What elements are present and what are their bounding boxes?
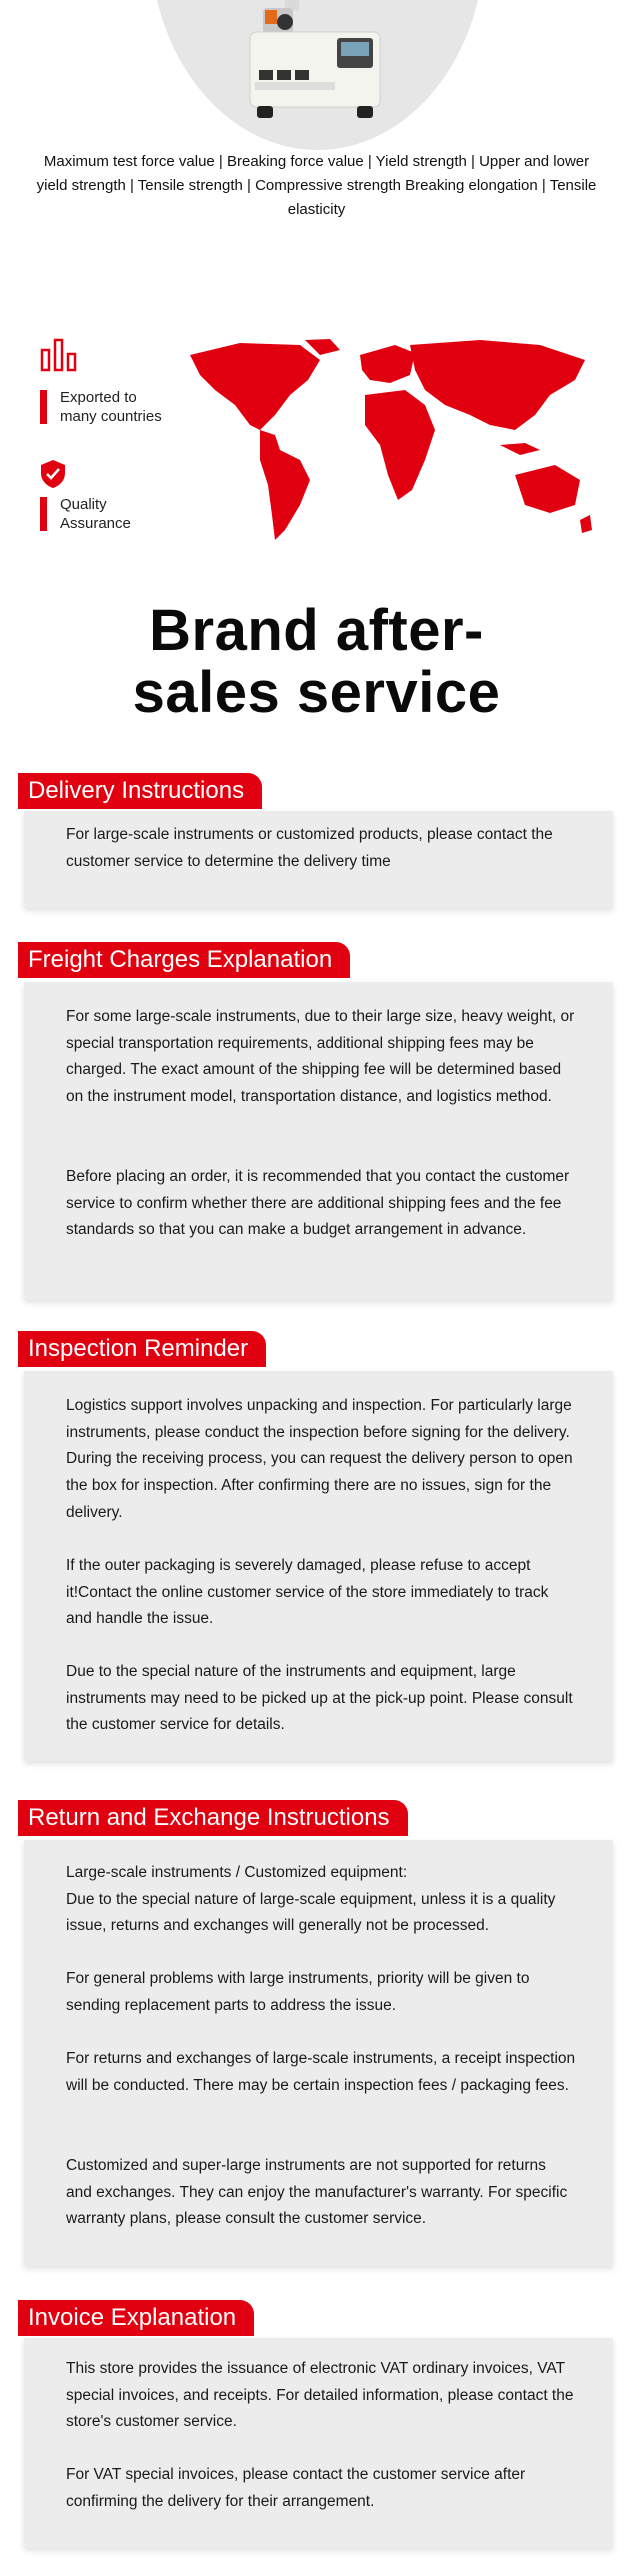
section-title: Freight Charges Explanation [18, 942, 350, 978]
section-panel [24, 811, 613, 908]
section-paragraph: For VAT special invoices, please contact the customer service after confirming the delivery for their arrangement. [66, 2466, 526, 2510]
section-title: Invoice Explanation [18, 2300, 254, 2336]
section-paragraph: This store provides the issuance of electronic VAT ordinary invoices, VAT special invoices, and receipts. For detailed information, please contact the store's customer service. [66, 2360, 574, 2431]
product-hero [0, 0, 633, 240]
section-invoice [18, 2300, 613, 2548]
section-paragraph: Large-scale instruments / Customized equipment: Due to the special nature of large-scale equipment, unless it is a quality issue, returns and exchanges will generally not be processed. [66, 1864, 556, 1935]
section-paragraph: Due to the special nature of the instruments and equipment, large instruments may need to be picked up at the pick-up point. Please consult the customer service for details. [66, 1663, 573, 1734]
section-paragraph: For some large-scale instruments, due to their large size, heavy weight, or special transportation requirements, additional shipping fees may be charged. The exact amount of the shipping fee will be determined based on the instrument model, transportation distance, and logistics method. [66, 1008, 575, 1106]
section-title: Delivery Instructions [18, 773, 262, 809]
section-panel [24, 1840, 613, 2266]
section-paragraph: For general problems with large instruments, priority will be given to sending replacement parts to address the issue. [66, 1970, 530, 2014]
shield-check-icon [40, 459, 66, 489]
section-title: Inspection Reminder [18, 1331, 266, 1367]
section-paragraph: If the outer packaging is severely damaged, please refuse to accept it!Contact the online customer service of the store immediately to track and handle the issue. [66, 1557, 549, 1628]
world-map-image [180, 335, 600, 545]
section-return-exchange [18, 1800, 613, 2266]
section-panel [24, 982, 613, 1300]
test-parameters-text: Maximum test force value | Breaking force value | Yield strength | Upper and lower yield strength | Tensile strength | Compressive strength Breaking elongation | Tensile elasticity [36, 153, 597, 218]
bar-chart-icon [40, 338, 80, 372]
export-map-section [0, 330, 633, 550]
section-panel [24, 2338, 613, 2548]
section-inspection [18, 1331, 613, 1761]
section-delivery [18, 773, 613, 908]
feature-accent-bar [40, 390, 47, 424]
testing-machine-image [245, 0, 385, 120]
section-paragraph: Before placing an order, it is recommended that you contact the customer service to confirm whether there are additional shipping fees and the fee standards so that you can make a budget arrangement in advance. [66, 1168, 570, 1239]
section-paragraph: For large-scale instruments or customized products, please contact the customer service to determine the delivery time [66, 826, 553, 870]
feature-label-exported: Exported to many countries [60, 389, 162, 425]
brand-title: Brand after- sales service [132, 598, 501, 725]
section-panel [24, 1371, 613, 1761]
section-title: Return and Exchange Instructions [18, 1800, 408, 1836]
feature-label-quality: Quality Assurance [60, 496, 131, 532]
section-paragraph: For returns and exchanges of large-scale instruments, a receipt inspection will be conducted. There may be certain inspection fees / packaging fees. [66, 2050, 576, 2094]
feature-accent-bar [40, 497, 47, 531]
section-paragraph: Customized and super-large instruments are not supported for returns and exchanges. They can enjoy the manufacturer's warranty. For specific warranty plans, please consult the customer service. [66, 2157, 568, 2228]
section-freight [18, 942, 613, 1300]
section-paragraph: Logistics support involves unpacking and inspection. For particularly large instruments, please conduct the inspection before signing for the delivery. During the receiving process, you can request the delivery person to open the box for inspection. After confirming there are no issues, sign for the delivery. [66, 1397, 573, 1521]
